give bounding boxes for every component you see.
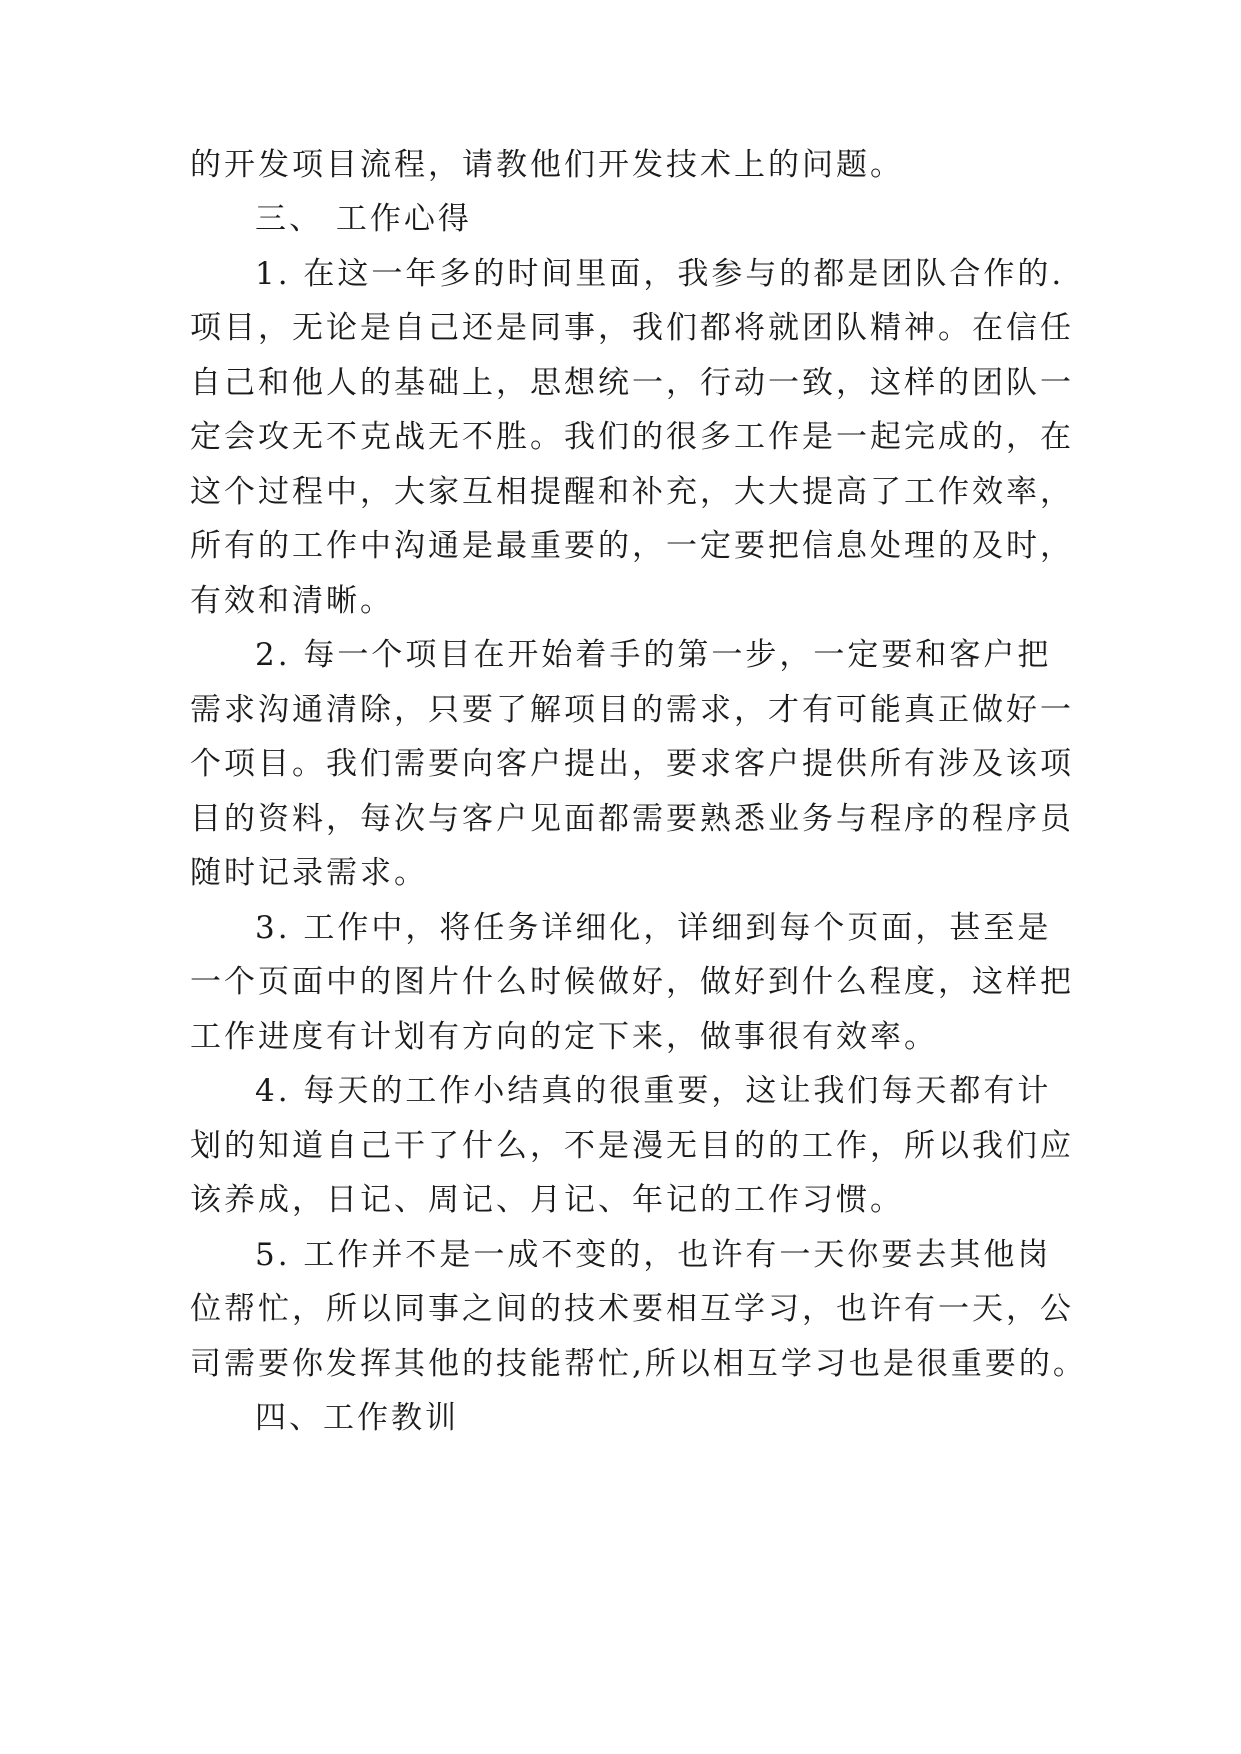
text-line: 所有的工作中沟通是最重要的，一定要把信息处理的及时， <box>190 528 1074 564</box>
text-line: 个项目。我们需要向客户提出，要求客户提供所有涉及该项 <box>190 746 1074 782</box>
text-line: 划的知道自己干了什么，不是漫无目的的工作，所以我们应 <box>190 1128 1074 1164</box>
text-line: 一个页面中的图片什么时候做好，做好到什么程度，这样把 <box>190 964 1074 1000</box>
text-line: 4. 每天的工作小结真的很重要，这让我们每天都有计 <box>255 1073 1052 1109</box>
text-line: 2. 每一个项目在开始着手的第一步，一定要和客户把 <box>255 637 1052 673</box>
text-line: 该养成，日记、周记、月记、年记的工作习惯。 <box>190 1182 904 1218</box>
text-line: 这个过程中，大家互相提醒和补充，大大提高了工作效率， <box>190 474 1074 510</box>
text-line: 工作进度有计划有方向的定下来，做事很有效率。 <box>190 1019 938 1055</box>
section-heading: 三、 工作心得 <box>255 201 472 237</box>
text-line: 司需要你发挥其他的技能帮忙,所以相互学习也是很重要的。 <box>190 1346 1087 1382</box>
text-line: 需求沟通清除，只要了解项目的需求，才有可能真正做好一 <box>190 692 1074 728</box>
text-line: 的开发项目流程，请教他们开发技术上的问题。 <box>190 147 904 183</box>
text-line: 自己和他人的基础上，思想统一，行动一致，这样的团队一 <box>190 365 1074 401</box>
text-line: 位帮忙，所以同事之间的技术要相互学习，也许有一天，公 <box>190 1291 1074 1327</box>
text-line: 随时记录需求。 <box>190 855 428 891</box>
text-line: 有效和清晰。 <box>190 583 394 619</box>
text-line: 项目，无论是自己还是同事，我们都将就团队精神。在信任 <box>190 310 1074 346</box>
text-line: 3. 工作中，将任务详细化，详细到每个页面，甚至是 <box>255 910 1052 946</box>
text-line: 1. 在这一年多的时间里面，我参与的都是团队合作的. <box>255 256 1065 292</box>
text-line: 目的资料，每次与客户见面都需要熟悉业务与程序的程序员 <box>190 801 1074 837</box>
text-line: 5. 工作并不是一成不变的，也许有一天你要去其他岗 <box>255 1237 1052 1273</box>
text-line: 定会攻无不克战无不胜。我们的很多工作是一起完成的，在 <box>190 419 1074 455</box>
section-heading: 四、工作教训 <box>255 1400 459 1436</box>
